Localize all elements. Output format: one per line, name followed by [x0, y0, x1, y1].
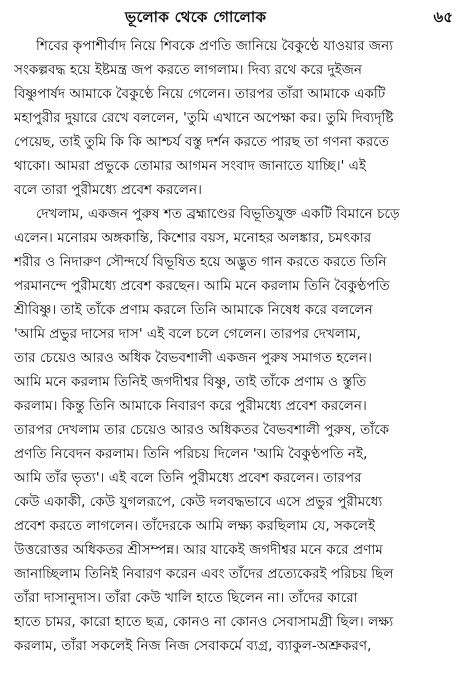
text-line: দেখলাম, একজন পুরুষ শত ব্রহ্মাণ্ডের বিভূতিযুক্ত একটি বিমানে চড়ে — [36, 206, 400, 222]
page-header — [0, 4, 465, 30]
text-line: বিষ্ণুপার্ষদ আমাকে বৈকুণ্ঠে নিয়ে গেলেন। তারপর তাঁরা আমাকে একটি — [14, 86, 386, 102]
text-line: শ্রীবিষ্ণু। তাই তাঁকে প্রণাম করলে তিনি আমাকে নিষেধ করে বললেন — [14, 302, 373, 318]
text-line: আমি মনে করলাম তিনিই জগদীশ্বর বিষ্ণু, তাই তাঁকে প্রণাম ও স্তুতি — [14, 374, 367, 390]
text-line: বলে তারা পুরীমধ্যে প্রবেশ করলেন। — [14, 182, 202, 198]
text-line: পরমানন্দে পুরীমধ্যে প্রবেশ করছেন। আমি মনে করলাম তিনি বৈকুণ্ঠপতি — [14, 278, 390, 294]
text-line: জানাচ্ছিলাম তিনিই নিবারণ করেন এবং তাঁদের প্রত্যেকেরই পরিচয় ছিল — [14, 566, 394, 582]
running-title: ভূলোক থেকে গোলোক — [125, 8, 267, 26]
text-line: আমি তাঁর ভৃত্য'। এই বলে তিনি পুরীমধ্যে প্রবেশ করলেন। তারপর — [14, 470, 362, 486]
text-line: তারপর দেখলাম তার চেয়েও আরও অধিকতর বৈভবশালী পুরুষ, তাঁকে — [14, 422, 390, 438]
text-line: মহাপুরীর দুয়ারে রেখে বললেন, 'তুমি এখানে অপেক্ষা কর। তুমি দিব্যদৃষ্টি — [14, 110, 394, 126]
page-number: ৬৫ — [433, 8, 453, 26]
text-line: করলাম। কিন্তু তিনি আমাকে নিবারণ করে পুরীমধ্যে প্রবেশ করলেন। — [14, 398, 367, 414]
text-line: থাকো। আমরা প্রভুকে তোমার আগমন সংবাদ জানাতে যাচ্ছি।' এই — [14, 158, 367, 174]
text-line: প্রবেশ করতে লাগলেন। তাঁদেরকে আমি লক্ষ্য করছিলাম যে, সকলেই — [14, 518, 376, 534]
text-line: করলাম, তাঁরা সকলেই নিজ নিজ সেবাকর্মে ব্যগ্র, ব্যাকুল-অশ্রুকরণ, — [14, 638, 372, 654]
text-line: প্রণতি নিবেদন করলাম। তিনি পরিচয় দিলেন 'আমি বৈকুণ্ঠপতি নই, — [14, 446, 368, 462]
text-line: শরীর ও নিদারুণ সৌন্দর্যে বিভূষিত হয়ে অদ্ভুত গান করতে করতে তিনি — [14, 254, 387, 270]
text-line: 'আমি প্রভুর দাসের দাস' এই বলে চলে গেলেন। তারপর দেখলাম, — [14, 326, 361, 342]
text-line: তাঁরা দাসানুদাস। তাঁরা কেউ খালি হাতে ছিলেন না। তাঁদের কারো — [14, 590, 358, 606]
text-line: তার চেয়েও আরও অধিক বৈভবশালী একজন পুরুষ সমাগত হলেন। — [14, 350, 372, 366]
text-line: কেউ একাকী, কেউ যুগলরূপে, কেউ দলবদ্ধভাবে এসে প্রভুর পুরীমধ্যে — [14, 494, 383, 510]
text-line: সংকল্পবদ্ধ হয়ে ইষ্টমন্ত্র জপ করতে লাগলাম। দিব্য রথে করে দুইজন — [14, 62, 363, 78]
text-line: হাতে চামর, কারো হাতে ছত্র, কোনও না কোনও সেবাসামগ্রী ছিল। লক্ষ্য — [14, 614, 394, 630]
text-line: পেয়েছ, তাই তুমি কি কি আশ্চর্য বস্তু দর্শন করতে পারছ তা গণনা করতে — [14, 134, 389, 150]
text-line: শিবের কৃপাশীর্বাদ নিয়ে শিবকে প্রণতি জানিয়ে বৈকুণ্ঠে যাওয়ার জন্য — [36, 38, 394, 54]
text-line: এলেন। মনোরম অঙ্গকান্তি, কিশোর বয়স, মনোহর অলঙ্কার, চমৎকার — [14, 230, 372, 246]
text-line: উত্তরোত্তর অধিকতর শ্রীসম্পন্ন। আর যাকেই জগদীশ্বর মনে করে প্রণাম — [14, 542, 383, 558]
